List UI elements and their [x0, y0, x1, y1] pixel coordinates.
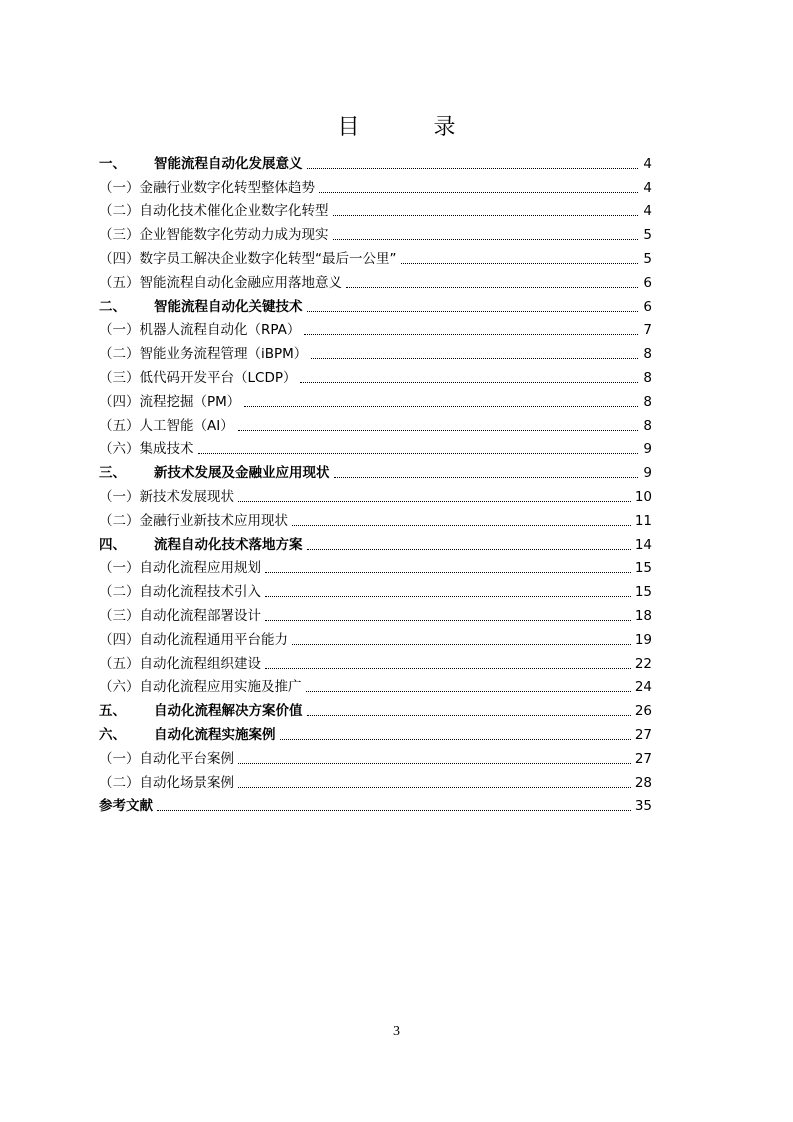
toc-chapter-number: 六、 — [99, 726, 126, 743]
toc-entry-title: （二）金融行业新技术应用现状 — [99, 512, 288, 529]
toc-page-number: 8 — [643, 369, 652, 386]
toc-entry-title: 新技术发展及金融业应用现状 — [154, 465, 330, 482]
toc-entry-label — [99, 606, 261, 626]
toc-entry-title: （六）集成技术 — [99, 441, 194, 458]
toc-section-entry[interactable] — [99, 602, 652, 626]
toc-entry-title: （二）自动化场景案例 — [99, 774, 234, 791]
toc-entry-title: 自动化流程实施案例 — [154, 726, 276, 743]
toc-entry-label — [99, 582, 261, 602]
toc-entry-title: （四）自动化流程通用平台能力 — [99, 631, 288, 648]
dot-leader — [265, 668, 631, 669]
toc-entry-label — [99, 487, 234, 507]
toc-entry-label — [99, 344, 307, 364]
toc-entry-label — [99, 749, 234, 769]
dot-leader — [307, 311, 639, 312]
toc-entry-label — [99, 630, 288, 650]
dot-leader — [265, 620, 631, 621]
toc-chapter-number: 二、 — [99, 298, 126, 315]
dot-leader — [333, 215, 639, 216]
toc-entry-title: （一）自动化流程应用规划 — [99, 560, 261, 577]
toc-entry-label — [99, 439, 194, 459]
toc-entry-title: （五）自动化流程组织建设 — [99, 655, 261, 672]
toc-page-number: 8 — [643, 417, 652, 434]
toc-entry-title: （三）企业智能数字化劳动力成为现实 — [99, 227, 329, 244]
toc-entry-label — [99, 225, 329, 245]
toc-entry-label — [99, 677, 302, 697]
dot-leader — [292, 644, 631, 645]
toc-chapter-entry[interactable] — [99, 697, 652, 721]
toc-entry-label — [99, 416, 234, 436]
toc-page-number: 9 — [643, 465, 652, 482]
toc-section-entry[interactable] — [99, 412, 652, 436]
dot-leader — [265, 596, 631, 597]
toc-entry-label — [99, 463, 330, 483]
toc-chapter-number: 一、 — [99, 155, 126, 172]
toc-page-number: 4 — [643, 179, 652, 196]
toc-chapter-number: 四、 — [99, 536, 126, 553]
toc-entry-label — [99, 392, 240, 412]
dot-leader — [300, 382, 638, 383]
dot-leader — [244, 406, 638, 407]
toc-page-number: 15 — [634, 584, 652, 601]
toc-section-entry[interactable] — [99, 436, 652, 460]
toc-chapter-entry[interactable] — [99, 293, 652, 317]
toc-page-number: 18 — [634, 607, 652, 624]
toc-entry-title: 流程自动化技术落地方案 — [154, 536, 303, 553]
toc-entry-title: （五）智能流程自动化金融应用落地意义 — [99, 274, 342, 291]
dot-leader — [346, 287, 638, 288]
dot-leader — [306, 691, 631, 692]
toc-page-number: 11 — [634, 512, 652, 529]
toc-entry-label — [99, 273, 342, 293]
dot-leader — [238, 430, 638, 431]
toc-entry-label — [99, 178, 315, 198]
toc-page-number: 9 — [643, 441, 652, 458]
toc-section-entry[interactable] — [99, 507, 652, 531]
dot-leader — [307, 168, 639, 169]
toc-entry-label — [99, 201, 329, 221]
toc-chapter-entry[interactable] — [99, 531, 652, 555]
toc-entry-title: （一）新技术发展现状 — [99, 488, 234, 505]
toc-entry-label — [99, 535, 303, 555]
toc-page-number: 27 — [634, 750, 652, 767]
table-of-contents — [99, 150, 652, 816]
toc-entry-title: （三）自动化流程部署设计 — [99, 607, 261, 624]
toc-entry-title: 智能流程自动化关键技术 — [154, 298, 303, 315]
dot-leader — [198, 453, 639, 454]
toc-entry-title: （四）数字员工解决企业数字化转型“最后一公里” — [99, 250, 397, 267]
toc-section-entry[interactable] — [99, 174, 652, 198]
toc-entry-label — [99, 558, 261, 578]
toc-page-number: 10 — [634, 488, 652, 505]
dot-leader — [307, 715, 631, 716]
dot-leader — [157, 810, 631, 811]
toc-entry-label — [99, 701, 303, 721]
page-title: 目 录 — [337, 115, 482, 140]
dot-leader — [238, 787, 631, 788]
toc-entry-title: （二）智能业务流程管理（iBPM） — [99, 346, 308, 363]
dot-leader — [319, 192, 638, 193]
toc-section-entry[interactable] — [99, 555, 652, 579]
dot-leader — [238, 501, 631, 502]
dot-leader — [265, 572, 631, 573]
toc-section-entry[interactable] — [99, 340, 652, 364]
toc-section-entry[interactable] — [99, 650, 652, 674]
toc-entry-label — [99, 320, 300, 340]
toc-entry-label — [99, 773, 234, 793]
toc-chapter-entry[interactable] — [99, 150, 652, 174]
dot-leader — [304, 334, 638, 335]
dot-leader — [307, 549, 631, 550]
toc-section-entry[interactable] — [99, 364, 652, 388]
dot-leader — [280, 739, 631, 740]
toc-entry-label — [99, 725, 276, 745]
toc-entry-title: （二）自动化流程技术引入 — [99, 584, 261, 601]
toc-entry-title: （一）机器人流程自动化（RPA） — [99, 322, 301, 339]
toc-page-number: 24 — [634, 679, 652, 696]
toc-entry-label — [99, 654, 261, 674]
dot-leader — [292, 525, 631, 526]
toc-entry-title: （四）流程挖掘（PM） — [99, 393, 241, 410]
toc-section-entry[interactable] — [99, 483, 652, 507]
toc-section-entry[interactable] — [99, 198, 652, 222]
toc-page-number: 4 — [643, 155, 652, 172]
toc-section-entry[interactable] — [99, 317, 652, 341]
toc-chapter-number: 三、 — [99, 465, 126, 482]
toc-chapter-entry[interactable] — [99, 459, 652, 483]
toc-page-number: 14 — [634, 536, 652, 553]
dot-leader — [238, 763, 631, 764]
toc-section-entry[interactable] — [99, 245, 652, 269]
toc-page-number: 19 — [634, 631, 652, 648]
toc-entry-title: 参考文献 — [99, 798, 153, 815]
toc-section-entry[interactable] — [99, 769, 652, 793]
toc-section-entry[interactable] — [99, 626, 652, 650]
dot-leader — [401, 263, 639, 264]
toc-page-number: 8 — [643, 393, 652, 410]
toc-section-entry[interactable] — [99, 221, 652, 245]
toc-section-entry[interactable] — [99, 674, 652, 698]
toc-section-entry[interactable] — [99, 388, 652, 412]
toc-section-entry[interactable] — [99, 578, 652, 602]
page-number: 3 — [393, 1024, 400, 1039]
toc-entry-title: （一）金融行业数字化转型整体趋势 — [99, 179, 315, 196]
toc-page-number: 35 — [634, 798, 652, 815]
toc-chapter-number: 五、 — [99, 703, 126, 720]
toc-page-number: 6 — [643, 274, 652, 291]
toc-section-entry[interactable] — [99, 745, 652, 769]
dot-leader — [334, 477, 639, 478]
toc-page-number: 28 — [634, 774, 652, 791]
toc-section-entry[interactable] — [99, 269, 652, 293]
toc-page-number: 7 — [643, 322, 652, 339]
toc-chapter-entry[interactable] — [99, 793, 652, 817]
toc-entry-label — [99, 511, 288, 531]
toc-entry-title: 自动化流程解决方案价值 — [154, 703, 303, 720]
toc-page-number: 4 — [643, 203, 652, 220]
toc-page-number: 5 — [643, 250, 652, 267]
toc-entry-title: 智能流程自动化发展意义 — [154, 155, 303, 172]
toc-entry-label — [99, 297, 303, 317]
toc-entry-title: （二）自动化技术催化企业数字化转型 — [99, 203, 329, 220]
toc-entry-title: （五）人工智能（AI） — [99, 417, 234, 434]
dot-leader — [311, 358, 638, 359]
dot-leader — [333, 239, 639, 240]
toc-page-number: 6 — [643, 298, 652, 315]
toc-entry-label — [99, 368, 296, 388]
toc-page-number: 8 — [643, 346, 652, 363]
toc-page-number: 5 — [643, 227, 652, 244]
toc-entry-title: （三）低代码开发平台（LCDP） — [99, 369, 297, 386]
toc-page-number: 26 — [634, 703, 652, 720]
toc-entry-label — [99, 154, 303, 174]
toc-page-number: 27 — [634, 726, 652, 743]
toc-entry-title: （六）自动化流程应用实施及推广 — [99, 679, 302, 696]
toc-page-number: 15 — [634, 560, 652, 577]
toc-entry-title: （一）自动化平台案例 — [99, 750, 234, 767]
toc-chapter-entry[interactable] — [99, 721, 652, 745]
toc-entry-label — [99, 796, 153, 816]
toc-entry-label — [99, 249, 397, 269]
toc-page-number: 22 — [634, 655, 652, 672]
